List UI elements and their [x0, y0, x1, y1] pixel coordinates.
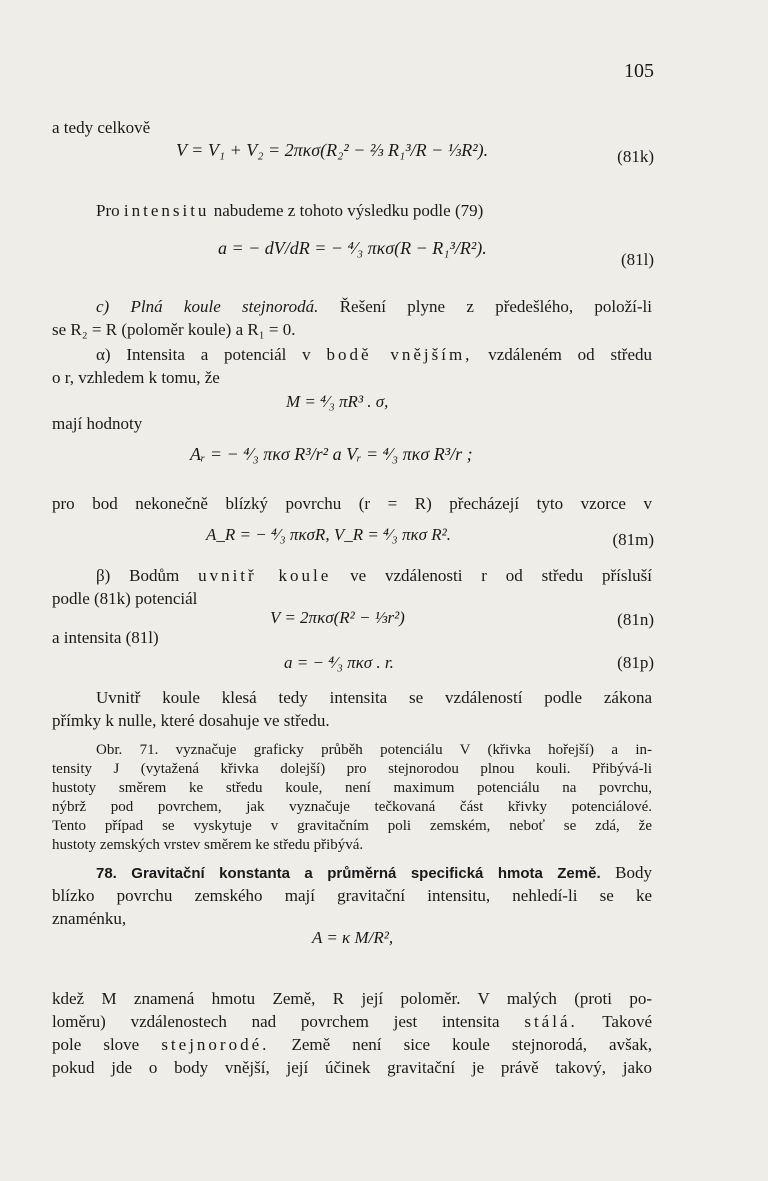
- text-line: podle (81k) potenciál: [52, 589, 198, 608]
- text-line: mají hodnoty: [52, 414, 143, 433]
- text-line: α) Intensita a potenciál v bodě vnějším, vzdáleném od středu: [96, 345, 652, 364]
- text-line: blízko povrchu zemského mají gravitační intensitu, nehledí-li se ke: [52, 886, 652, 905]
- equation-mass: M = ⁴⁄₃ πR³ . σ,: [286, 392, 389, 411]
- section-heading: 78. Gravitační konstanta a průměrná specifická hmota Země.: [96, 865, 601, 882]
- note-line: hustoty směrem ke středu koule, není maximum potenciálu na povrchu,: [52, 780, 652, 796]
- note-line: Obr. 71. vyznačuje graficky průběh potenciálu V (křivka hořejší) a in-: [96, 742, 652, 758]
- note-line: tensity J (vytažená křivka dolejší) pro stejnorodou plnou kouli. Přibývá-li: [52, 761, 652, 777]
- equation-number: (81l): [620, 250, 654, 269]
- note-line: nýbrž pod povrchem, jak vyznačuje tečkovaná část křivky potenciálové.: [52, 799, 652, 815]
- text-line: a intensita (81l): [52, 628, 159, 647]
- equation-81k: V = V₁ + V₂ = 2πκσ(R₂² − ⅔ R₁³/R − ⅓R²).: [176, 140, 489, 160]
- text-line: a tedy celkově: [52, 118, 151, 137]
- text-line: c) Plná koule stejnorodá. Řešení plyne z předešlého, položí-li: [96, 297, 652, 316]
- text-line: pro bod nekonečně blízký povrchu (r = R) přecházejí tyto vzorce v: [52, 494, 652, 513]
- equation-81l: a = − dV/dR = − ⁴⁄₃ πκσ(R − R₁³/R²).: [218, 238, 487, 258]
- equation-81p: a = − ⁴⁄₃ πκσ . r.: [284, 653, 394, 672]
- text-line: β) Bodům uvnitř koule ve vzdálenosti r od středu přísluší: [96, 566, 653, 585]
- note-line: hustoty zemských vrstev směrem ke středu přibývá.: [52, 837, 364, 853]
- text-line: Pro intensitu nabudeme z tohoto výsledku podle (79): [96, 201, 484, 220]
- equation-exterior: Aᵣ = − ⁴⁄₃ πκσ R³/r² a Vᵣ = ⁴⁄₃ πκσ R³/r ;: [190, 444, 473, 464]
- equation-number: (81p): [617, 653, 654, 672]
- note-line: Tento případ se vyskytuje v gravitačním poli zemském, neboť se zdá, že: [52, 818, 652, 834]
- text-line: o r, vzhledem k tomu, že: [52, 368, 220, 387]
- equation-number: (81k): [617, 147, 654, 166]
- equation-number: (81n): [617, 610, 654, 629]
- text-line: pole slove stejnorodé. Země není sice koule stejnorodá, avšak,: [52, 1035, 653, 1054]
- text-line: přímky k nulle, které dosahuje ve středu.: [52, 711, 330, 730]
- text-line: znaménku,: [52, 909, 127, 928]
- text-line: se R₂ = R (poloměr koule) a R₁ = 0.: [52, 320, 296, 339]
- text-line: loměru) vzdálenostech nad povrchem jest intensita stálá. Takové: [52, 1012, 652, 1031]
- page-number: 105: [624, 60, 654, 82]
- equation-81m: A_R = − ⁴⁄₃ πκσR, V_R = ⁴⁄₃ πκσ R².: [206, 525, 452, 544]
- text-line: Uvnitř koule klesá tedy intensita se vzdáleností podle zákona: [96, 688, 652, 707]
- equation-number: (81m): [612, 530, 654, 549]
- text-line: pokud jde o body vnější, její účinek gravitační je právě takový, jako: [52, 1058, 652, 1077]
- text-line: kdež M znamená hmotu Země, R její poloměr. V malých (proti po-: [52, 989, 652, 1008]
- equation-gravity: A = κ M/R²,: [312, 928, 394, 947]
- equation-81n: V = 2πκσ(R² − ⅓r²): [270, 608, 405, 627]
- section-heading-line: 78. Gravitační konstanta a průměrná specifická hmota Země. Body: [96, 863, 652, 882]
